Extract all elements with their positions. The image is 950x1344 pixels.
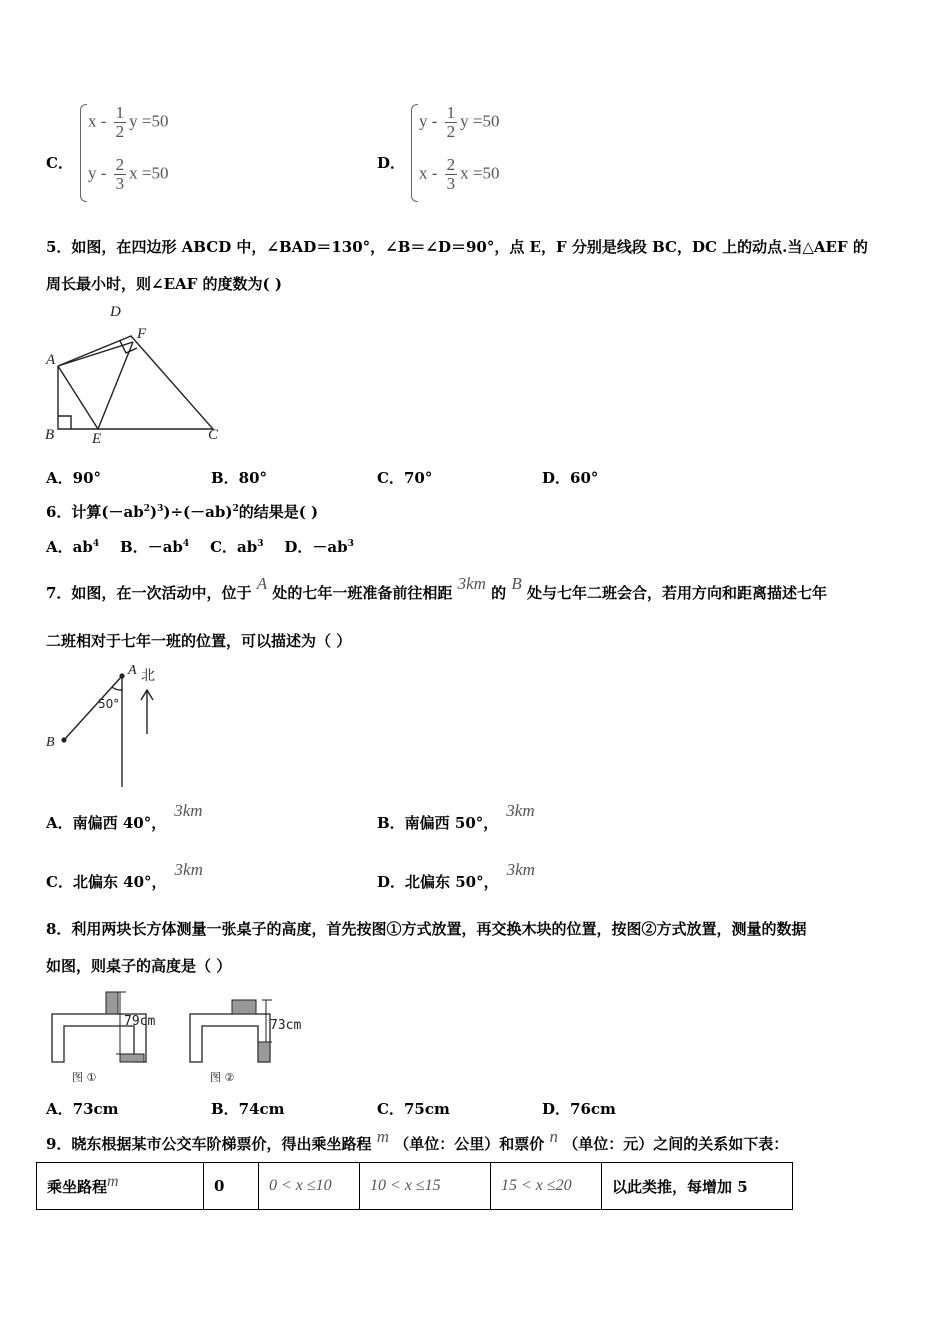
q7-option-a[interactable]: A．南偏西 40°，3km <box>46 801 203 832</box>
q8-fig1-block-floor <box>120 1054 144 1062</box>
q7-label-b: B <box>46 735 55 750</box>
q5-label-d: D <box>110 304 121 320</box>
q9-fare-table <box>36 1162 793 1210</box>
q7-option-c[interactable]: C．北偏东 40°，3km <box>46 860 203 891</box>
q4-option-c-label: C． <box>46 154 73 172</box>
q8-fig2-block-top <box>232 1000 256 1014</box>
q4-option-d-brace <box>411 104 418 202</box>
q5-option-b[interactable]: B．80° <box>211 469 268 487</box>
q5-label-b: B <box>45 427 55 443</box>
q7-point-a <box>119 673 124 678</box>
q5-stem-line1: 5．如图，在四边形 ABCD 中，∠BAD＝130°，∠B＝∠D＝90°，点 E，F 分别是线段 BC，DC 上的动点.当△AEF 的 <box>46 238 868 256</box>
q4-option-d-label: D． <box>377 154 406 172</box>
q9-table-cell: 15 < x ≤20 <box>491 1163 602 1210</box>
q8-fig1-measure: 79cm <box>124 1014 156 1029</box>
q8-fig2-caption: 图 ② <box>210 1071 235 1084</box>
q4-option-c-brace <box>80 104 87 202</box>
q6-option-c[interactable]: C．$ab^3$ <box>210 538 264 556</box>
q9-table-header-cell: 乘坐路程m <box>37 1163 204 1210</box>
q8-option-c[interactable]: C．75cm <box>377 1100 450 1118</box>
q8-table-figure <box>44 988 324 1088</box>
q4-option-d-eq2: x - $\frac{2}{3}$ x =50 <box>419 155 500 193</box>
q6-stem: 6．计算$(-ab^2)^3)\div(-ab)^2$的结果是( ) <box>46 503 319 521</box>
q6-option-d[interactable]: D．$-ab^3$ <box>284 538 354 556</box>
q7-direction-figure <box>40 660 170 790</box>
q5-label-e: E <box>92 431 102 447</box>
q5-option-d[interactable]: D．60° <box>542 469 599 487</box>
q8-fig2-measure: 73cm <box>270 1018 302 1033</box>
q5-option-c[interactable]: C．70° <box>377 469 433 487</box>
q4-option-c-eq2: y - $\frac{2}{3}$ x =50 <box>88 155 169 193</box>
q8-fig1-block-top <box>106 992 118 1014</box>
q8-fig2-block-floor <box>258 1042 270 1062</box>
q5-edge-ef <box>98 342 133 429</box>
q7-label-angle: 50° <box>98 697 120 711</box>
q9-table-cell: 以此类推，每增加 5 <box>602 1163 793 1210</box>
q8-option-b[interactable]: B．74cm <box>211 1100 285 1118</box>
q5-quadrilateral-figure <box>40 298 240 450</box>
q5-edge-abcd <box>58 336 213 429</box>
q7-stem-line2: 二班相对于七年一班的位置，可以描述为（ ） <box>46 632 352 650</box>
q5-edge-ae <box>58 366 98 429</box>
q6-options <box>46 536 354 557</box>
q5-label-c: C <box>208 427 219 443</box>
q7-option-b[interactable]: B．南偏西 50°，3km <box>377 801 535 832</box>
q9-stem: 9．晓东根据某市公交车阶梯票价，得出乘坐路程 m （单位：公里）和票价 n （单位：元）之间的关系如下表： <box>46 1127 789 1153</box>
q4-option-c-eq1: x - $\frac{1}{2}$ y =50 <box>88 103 169 141</box>
q9-table-cell: 0 < x ≤10 <box>259 1163 360 1210</box>
q5-stem-line2: 周长最小时，则∠EAF 的度数为( ) <box>46 275 282 293</box>
q8-option-a[interactable]: A．73cm <box>46 1100 119 1118</box>
q8-option-d[interactable]: D．76cm <box>542 1100 616 1118</box>
q9-table-cell: 0 <box>204 1163 259 1210</box>
q5-right-angle-b <box>58 416 71 429</box>
q7-label-north: 北 <box>141 668 155 684</box>
q7-point-b <box>61 737 66 742</box>
q6-option-b[interactable]: B．$-ab^4$ <box>120 538 190 556</box>
q4-option-d-eq1: y - $\frac{1}{2}$ y =50 <box>419 103 500 141</box>
q6-option-a[interactable]: A．$ab^4$ <box>46 538 100 556</box>
q8-fig1-caption: 图 ① <box>72 1071 97 1084</box>
q7-stem-line1: 7．如图，在一次活动中，位于 A 处的七年一班准备前往相距 3km 的 B 处与七年二班会合，若用方向和距离描述七年 <box>46 574 828 602</box>
q5-option-a[interactable]: A．90° <box>46 469 102 487</box>
q7-angle-arc <box>112 687 122 690</box>
q5-label-f: F <box>137 326 147 342</box>
q5-label-a: A <box>46 352 56 368</box>
q7-option-d[interactable]: D．北偏东 50°，3km <box>377 860 535 891</box>
q9-table-cell: 10 < x ≤15 <box>360 1163 491 1210</box>
q8-stem-line1: 8．利用两块长方体测量一张桌子的高度，首先按图①方式放置，再交换木块的位置，按图②方式放置，测量的数据 <box>46 920 807 938</box>
table-row <box>37 1163 793 1210</box>
q8-stem-line2: 如图，则桌子的高度是（ ） <box>46 957 232 975</box>
q7-label-a: A <box>128 663 137 678</box>
